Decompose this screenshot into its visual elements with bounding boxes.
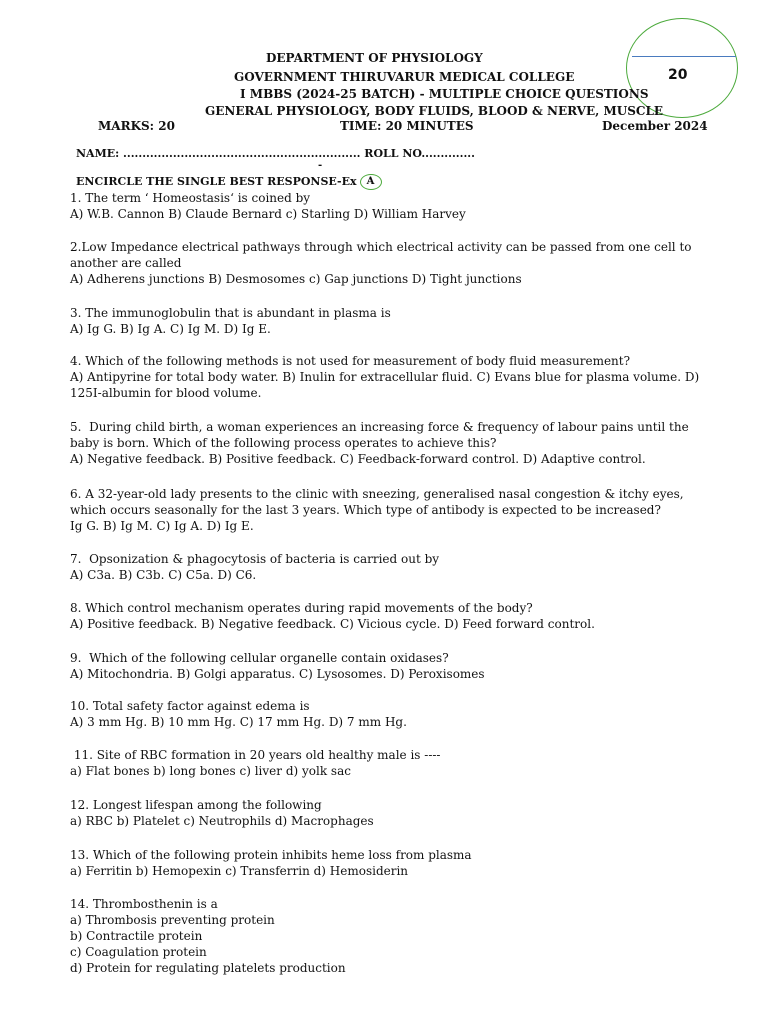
question-line: 125I-albumin for blood volume. (70, 386, 262, 400)
dash-mark: - (318, 160, 323, 171)
question-stem-line: 12. Longest lifespan among the following (70, 798, 322, 812)
question-4 (70, 353, 730, 401)
question-stem-line: 4. Which of the following methods is not used for measurement of body fluid measurement? (70, 354, 631, 368)
question-stem-line: 14. Thrombosthenin is a (70, 897, 218, 911)
question-line: which occurs seasonally for the last 3 years. Which type of antibody is expected to be increased? (70, 503, 661, 517)
college-title: GOVERNMENT THIRUVARUR MEDICAL COLLEGE (234, 70, 575, 84)
question-stem-line: 9. Which of the following cellular organelle contain oxidases? (70, 651, 449, 665)
question-line: A) Adherens junctions B) Desmosomes c) Gap junctions D) Tight junctions (70, 272, 522, 286)
question-line: A) Mitochondria. B) Golgi apparatus. C) Lysosomes. D) Peroxisomes (70, 667, 485, 681)
question-line: Ig G. B) Ig M. C) Ig A. D) Ig E. (70, 519, 254, 533)
example-encircled-option: A (360, 174, 382, 190)
question-line: A) W.B. Cannon B) Claude Bernard c) Starling D) William Harvey (70, 207, 466, 221)
question-stem-line: 13. Which of the following protein inhibits heme loss from plasma (70, 848, 472, 862)
date-label: December 2024 (602, 119, 708, 133)
question-line: A) Negative feedback. B) Positive feedback. C) Feedback-forward control. D) Adaptive control. (70, 452, 646, 466)
question-3 (70, 305, 730, 337)
question-line: a) Ferritin b) Hemopexin c) Transferrin d) Hemosiderin (70, 864, 409, 878)
question-stem-line: 1. The term ‘ Homeostasis‘ is coined by (70, 191, 311, 205)
question-line: c) Coagulation protein (70, 945, 207, 959)
question-stem-line: 5. During child birth, a woman experiences an increasing force & frequency of labour pains until the (70, 420, 689, 434)
question-line: A) Ig G. B) Ig A. C) Ig M. D) Ig E. (70, 322, 271, 336)
question-line: A) 3 mm Hg. B) 10 mm Hg. C) 17 mm Hg. D) 7 mm Hg. (70, 715, 407, 729)
question-1 (70, 190, 730, 222)
question-9 (70, 650, 730, 682)
batch-title: I MBBS (2024-25 BATCH) - MULTIPLE CHOICE QUESTIONS (240, 87, 649, 101)
question-7 (70, 551, 730, 583)
question-stem-line: 10. Total safety factor against edema is (70, 699, 310, 713)
question-8 (70, 600, 730, 632)
question-14 (70, 896, 730, 976)
subjects-title: GENERAL PHYSIOLOGY, BODY FLUIDS, BLOOD & NERVE, MUSCLE (205, 104, 664, 118)
instruction-text: ENCIRCLE THE SINGLE BEST RESPONSE-Ex (76, 175, 357, 188)
marks-label: MARKS: 20 (98, 119, 175, 133)
question-line: A) Antipyrine for total body water. B) Inulin for extracellular fluid. C) Evans blue for plasma volume. D) (70, 370, 700, 384)
question-line: d) Protein for regulating platelets production (70, 961, 346, 975)
question-stem-line: 2.Low Impedance electrical pathways through which electrical activity can be passed from one cell to (70, 240, 692, 254)
instruction-line (76, 174, 382, 190)
question-6 (70, 486, 730, 534)
score-mark: 20 (668, 67, 688, 83)
question-11 (70, 747, 730, 779)
question-line: A) C3a. B) C3b. C) C5a. D) C6. (70, 568, 257, 582)
question-line: baby is born. Which of the following process operates to achieve this? (70, 436, 497, 450)
question-line: a) RBC b) Platelet c) Neutrophils d) Macrophages (70, 814, 374, 828)
department-title: DEPARTMENT OF PHYSIOLOGY (266, 51, 483, 65)
question-line: A) Positive feedback. B) Negative feedback. C) Vicious cycle. D) Feed forward control. (70, 617, 595, 631)
name-rollno-line[interactable]: NAME: .............................................................. ROLL NO.............. (76, 147, 475, 160)
question-13 (70, 847, 730, 879)
question-stem-line: 6. A 32-year-old lady presents to the clinic with sneezing, generalised nasal congestion & itchy eyes, (70, 487, 684, 501)
question-2 (70, 239, 730, 287)
question-5 (70, 419, 730, 467)
question-line: another are called (70, 256, 182, 270)
question-line: a) Thrombosis preventing protein (70, 913, 275, 927)
question-12 (70, 797, 730, 829)
question-stem-line: 11. Site of RBC formation in 20 years old healthy male is ---- (70, 748, 441, 762)
question-stem-line: 7. Opsonization & phagocytosis of bacteria is carried out by (70, 552, 440, 566)
score-line (632, 56, 736, 57)
time-label: TIME: 20 MINUTES (340, 119, 474, 133)
question-stem-line: 3. The immunoglobulin that is abundant in plasma is (70, 306, 391, 320)
question-line: a) Flat bones b) long bones c) liver d) yolk sac (70, 764, 351, 778)
question-10 (70, 698, 730, 730)
question-stem-line: 8. Which control mechanism operates during rapid movements of the body? (70, 601, 533, 615)
question-line: b) Contractile protein (70, 929, 203, 943)
